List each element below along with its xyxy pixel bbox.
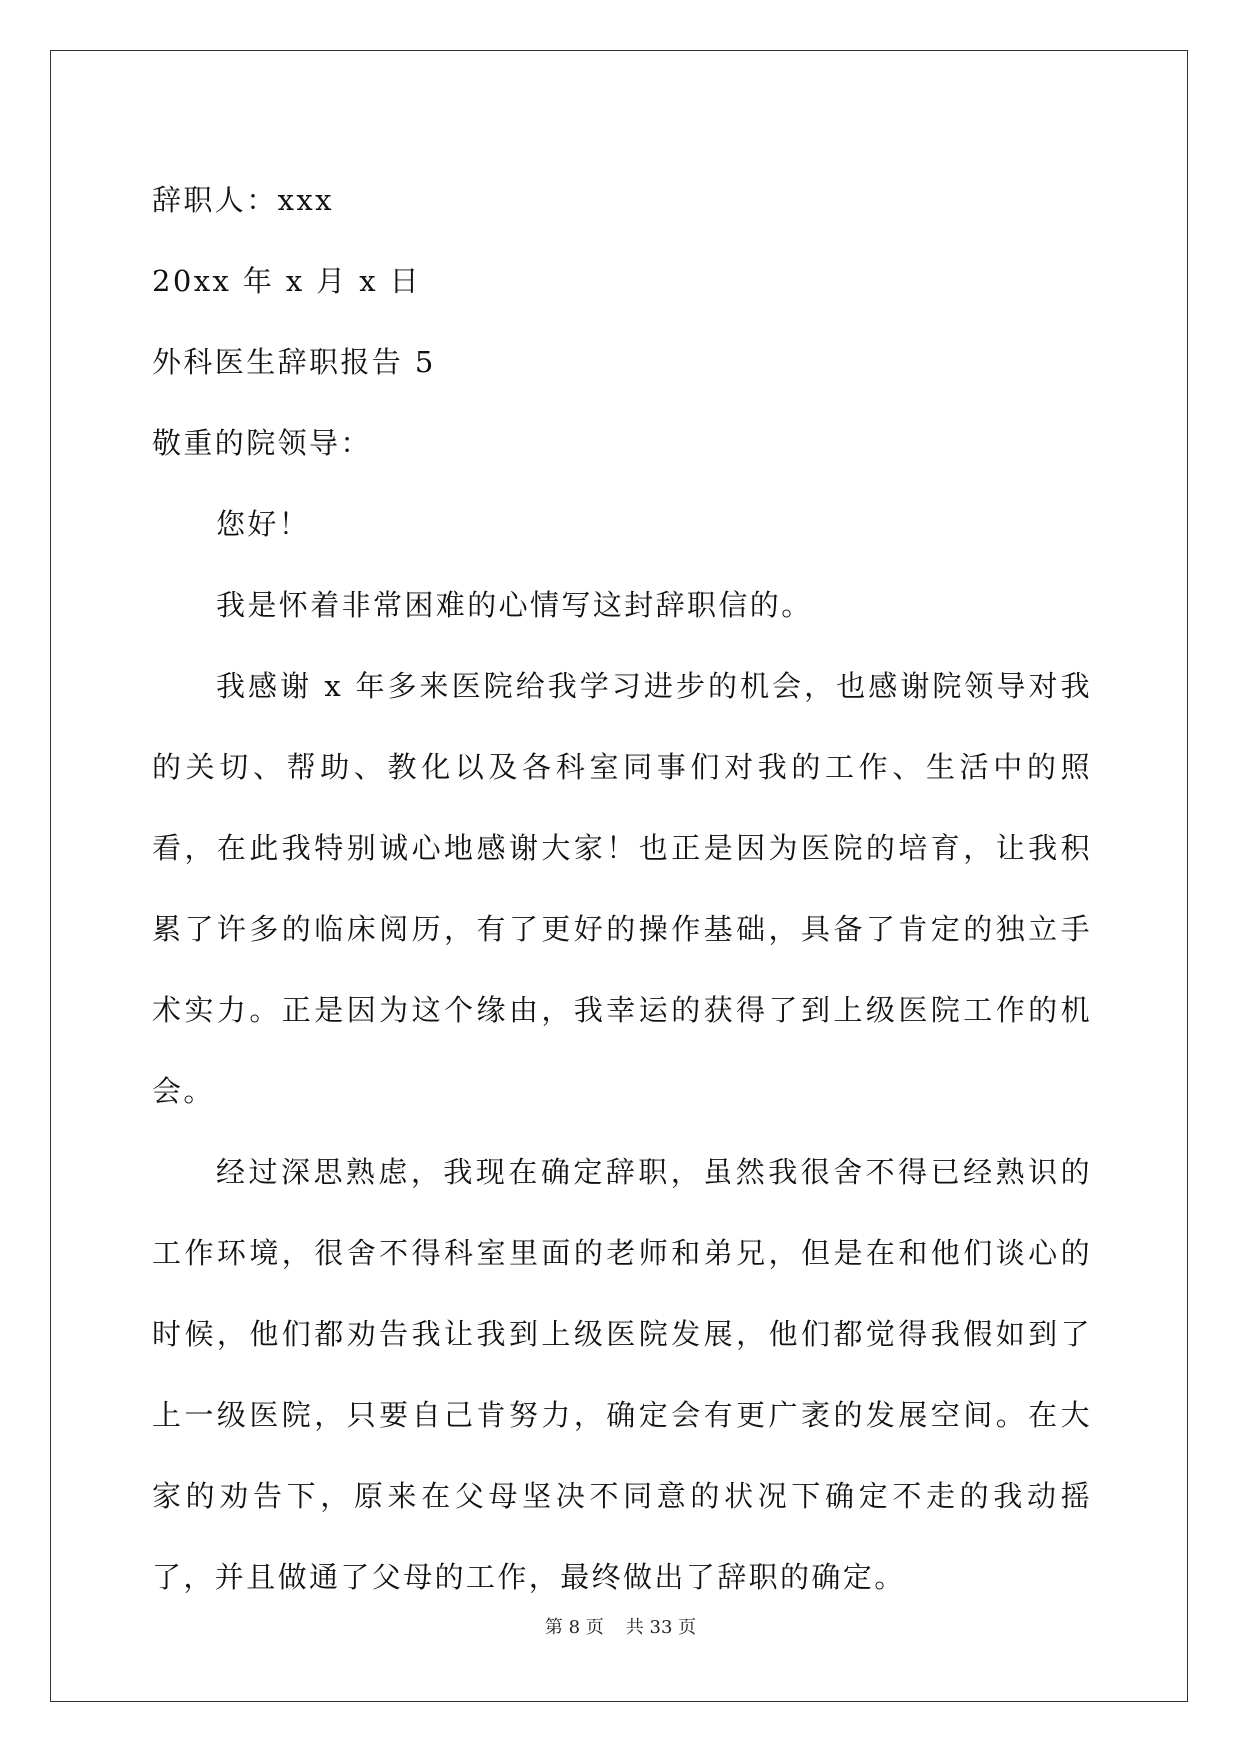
page-number: 第 8 页 (544, 1617, 604, 1638)
date-line: 20xx 年 x 月 x 日 (152, 264, 422, 298)
document-body (152, 160, 1092, 1618)
resigner-line: 辞职人：xxx (152, 183, 334, 217)
document-title: 外科医生辞职报告 5 (152, 345, 436, 379)
paragraph-3: 经过深思熟虑，我现在确定辞职，虽然我很舍不得已经熟识的工作环境，很舍不得科室里面的老师和弟兄，但是在和他们谈心的时候，他们都劝告我让我到上级医院发展，他们都觉得我假如到了上一级医院，只要自己肯努力，确定会有更广袤的发展空间。在大家的劝告下，原来在父母坚决不同意的状况下确定不走的我动摇了，并且做通了父母的工作，最终做出了辞职的确定。 (152, 1155, 1092, 1594)
paragraph-2: 我感谢 x 年多来医院给我学习进步的机会，也感谢院领导对我的关切、帮助、教化以及各科室同事们对我的工作、生活中的照看，在此我特别诚心地感谢大家！也正是因为医院的培育，让我积累了许多的临床阅历，有了更好的操作基础，具备了肯定的独立手术实力。正是因为这个缘由，我幸运的获得了到上级医院工作的机会。 (152, 669, 1092, 1108)
page-total: 共 33 页 (625, 1617, 697, 1638)
salutation: 敬重的院领导： (152, 426, 372, 460)
page-footer (0, 1616, 1241, 1640)
greeting: 您好！ (216, 507, 311, 541)
paragraph-1: 我是怀着非常困难的心情写这封辞职信的。 (216, 588, 813, 622)
